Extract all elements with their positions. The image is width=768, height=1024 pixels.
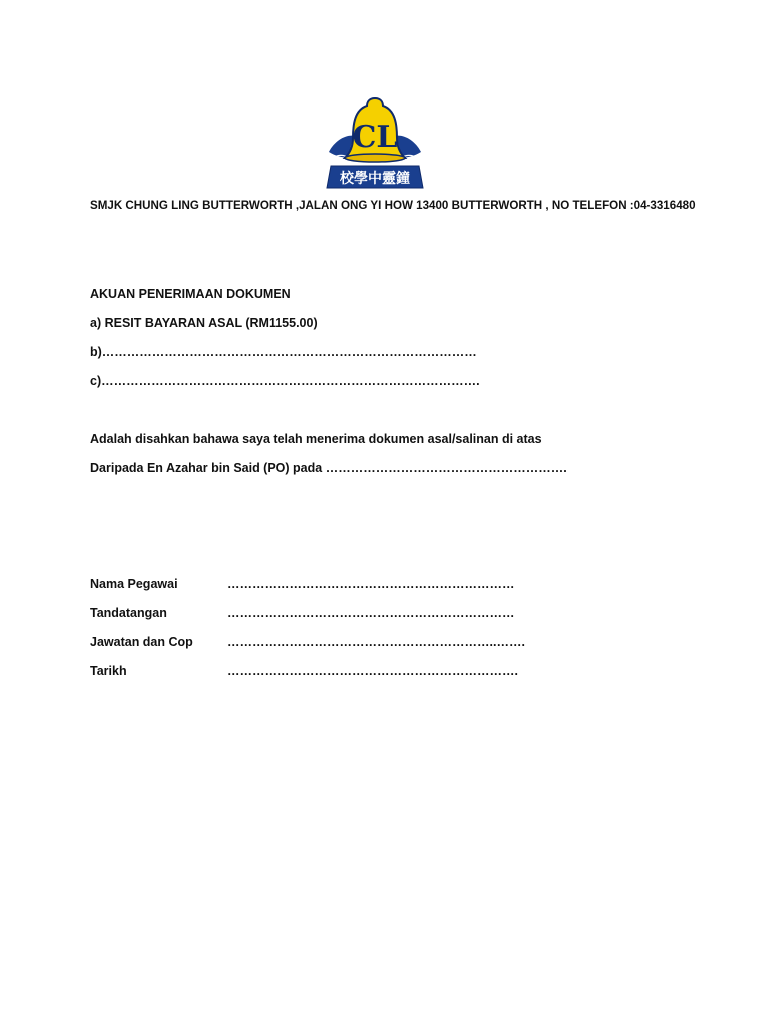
field-label: Nama Pegawai bbox=[90, 577, 178, 591]
school-address-line: SMJK CHUNG LING BUTTERWORTH ,JALAN ONG YI HOW 13400 BUTTERWORTH , NO TELEFON :04-3316480 bbox=[90, 199, 696, 212]
item-b: b)……………………………………………………………………………… bbox=[90, 345, 477, 359]
field-blank: ……………………………………………………………. bbox=[227, 664, 518, 678]
field-blank: ………………………………………………………..……. bbox=[227, 635, 525, 649]
field-tandatangan bbox=[90, 606, 515, 620]
document-title: AKUAN PENERIMAAN DOKUMEN bbox=[90, 287, 291, 301]
field-label: Jawatan dan Cop bbox=[90, 635, 193, 649]
crest-chinese-text: 校學中靈鐘 bbox=[340, 171, 410, 187]
item-c: c)………………………………………………………………………………. bbox=[90, 374, 480, 388]
field-nama-pegawai bbox=[90, 577, 515, 591]
field-blank: …………………………………………………………… bbox=[227, 606, 515, 620]
statement-text: Adalah disahkan bahawa saya telah menerima dokumen asal/salinan di atas bbox=[90, 432, 542, 446]
school-crest-logo bbox=[325, 92, 425, 194]
item-a: a) RESIT BAYARAN ASAL (RM1155.00) bbox=[90, 316, 318, 330]
crest-monogram: CL bbox=[352, 120, 398, 155]
field-tarikh bbox=[90, 664, 518, 678]
from-line: Daripada En Azahar bin Said (PO) pada …………………………………………………. bbox=[90, 461, 567, 475]
field-blank: …………………………………………………………… bbox=[227, 577, 515, 591]
field-jawatan-dan-cop bbox=[90, 635, 525, 649]
field-label: Tandatangan bbox=[90, 606, 167, 620]
field-label: Tarikh bbox=[90, 664, 127, 678]
